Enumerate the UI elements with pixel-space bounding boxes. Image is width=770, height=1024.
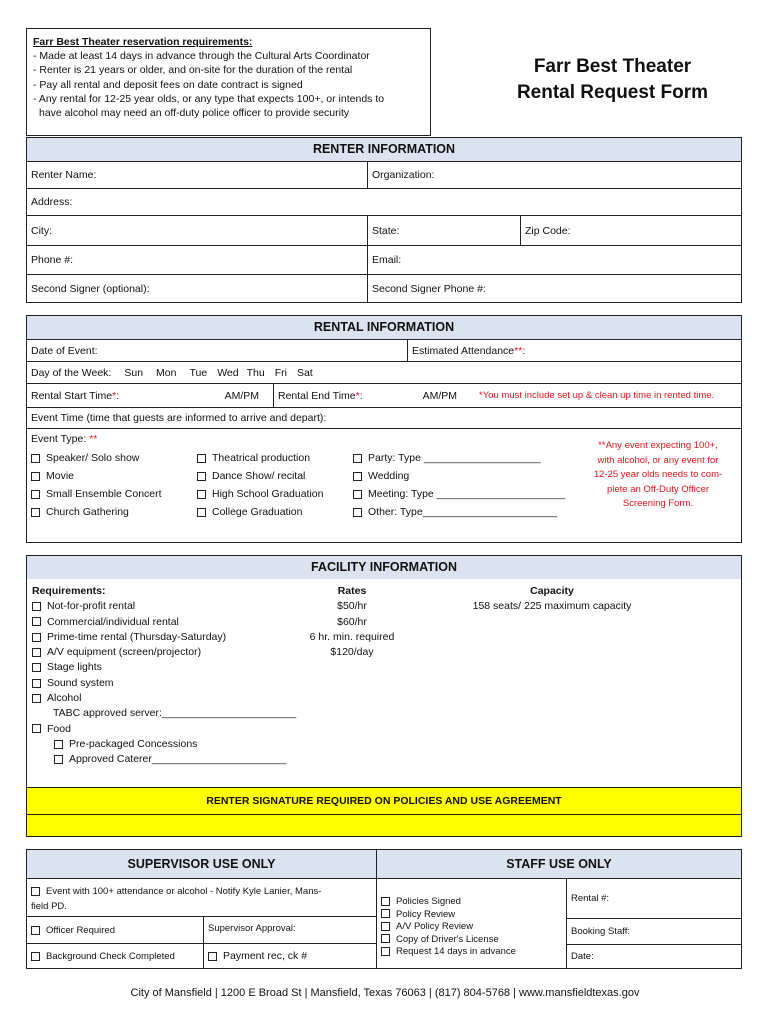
requirement-line: - Made at least 14 days in advance through the Cultural Arts Coordinator <box>33 50 370 63</box>
rental-start-time-field[interactable] <box>27 383 273 407</box>
event-type-label: Event Type: <box>31 433 87 445</box>
staff-header: STAFF USE ONLY <box>376 850 741 878</box>
email-label: Email: <box>372 254 402 266</box>
supervisor-approval-cell[interactable] <box>203 916 376 943</box>
staff-check-item[interactable]: A/V Policy Review <box>381 921 566 934</box>
checkbox-icon[interactable] <box>381 922 390 931</box>
facility-option[interactable]: Prime-time rental (Thursday-Saturday) <box>32 630 296 645</box>
checkbox-icon[interactable] <box>31 952 40 961</box>
renter-name-field[interactable] <box>27 161 367 188</box>
event-type-option[interactable]: Dance Show/ recital <box>197 467 324 485</box>
phone-label: Phone #: <box>31 254 74 266</box>
checkbox-icon[interactable] <box>197 490 206 499</box>
attendance-colon: : <box>522 344 526 357</box>
second-signer-label: Second Signer (optional): <box>31 282 150 295</box>
start-ampm: AM/PM <box>224 389 259 402</box>
facility-information-section <box>26 555 742 837</box>
state-field[interactable] <box>367 215 520 245</box>
phone-field[interactable] <box>27 245 367 274</box>
event-time-label: Event Time (time that guests are informed to arrive and depart): <box>31 412 327 424</box>
address-field[interactable] <box>27 188 741 215</box>
checkbox-icon[interactable] <box>54 740 63 749</box>
second-signer-field[interactable] <box>27 274 367 302</box>
checkbox-icon[interactable] <box>32 724 41 733</box>
checkbox-icon[interactable] <box>31 454 40 463</box>
rental-information-header: RENTAL INFORMATION <box>27 316 741 339</box>
event-type-option[interactable]: Small Ensemble Concert <box>31 485 162 503</box>
checkbox-icon[interactable] <box>353 490 362 499</box>
second-signer-phone-label: Second Signer Phone #: <box>372 282 486 295</box>
city-field[interactable] <box>27 215 367 245</box>
supervisor-approval-label: Supervisor Approval: <box>208 923 296 934</box>
checkbox-icon[interactable] <box>381 897 390 906</box>
signature-banner <box>27 787 741 814</box>
notify-police-row[interactable] <box>27 878 376 916</box>
setup-note <box>473 383 741 407</box>
checkbox-icon[interactable] <box>353 508 362 517</box>
checkbox-icon[interactable] <box>197 454 206 463</box>
event-time-field[interactable] <box>27 407 741 428</box>
event-type-option[interactable]: Speaker/ Solo show <box>31 449 162 467</box>
rate-value: $120/day <box>330 646 374 659</box>
checkbox-icon[interactable] <box>381 909 390 918</box>
start-time-colon: : <box>116 389 120 402</box>
facility-option[interactable]: A/V equipment (screen/projector) <box>32 645 296 660</box>
event-type-option[interactable]: Wedding <box>353 467 565 485</box>
organization-field[interactable] <box>367 161 741 188</box>
food-option[interactable]: Pre-packaged Concessions <box>32 737 296 752</box>
supervisor-header: SUPERVISOR USE ONLY <box>27 850 376 878</box>
day-option[interactable]: Sun <box>124 366 144 379</box>
organization-label: Organization: <box>372 169 435 181</box>
day-option[interactable]: Thu <box>246 366 265 379</box>
rate-value: $50/hr <box>337 600 367 613</box>
requirement-line: - Any rental for 12-25 year olds, or any type that expects 100+, or intends to <box>33 92 385 105</box>
day-of-week-label: Day of the Week: <box>31 366 112 379</box>
end-time-colon: : <box>359 389 363 402</box>
staff-checklist <box>376 878 566 968</box>
event-type-stars: ** <box>89 433 98 445</box>
footer: City of Mansfield | 1200 E Broad St | Mansfield, Texas 76063 | (817) 804-5768 | www.mansfieldtexas.gov <box>130 987 640 999</box>
requirement-line: have alcohol may need an off-duty police officer to provide security <box>39 107 350 120</box>
requirements-title: Farr Best Theater reservation requirements: <box>33 36 253 48</box>
rates-label: Rates <box>337 585 367 597</box>
checkbox-icon[interactable] <box>381 934 390 943</box>
event-type-option[interactable]: Party: Type ____________________ <box>353 449 565 467</box>
event-type-option[interactable]: Meeting: Type ______________________ <box>353 485 565 503</box>
day-option[interactable]: Tue <box>189 366 208 379</box>
checkbox-icon[interactable] <box>31 490 40 499</box>
facility-option[interactable]: Commercial/individual rental <box>32 615 296 630</box>
date-label: Date: <box>571 951 594 962</box>
checkbox-icon[interactable] <box>32 694 41 703</box>
event-type-option[interactable]: Church Gathering <box>31 503 162 521</box>
event-type-option[interactable]: Theatrical production <box>197 449 324 467</box>
capacity-label: Capacity <box>530 585 574 597</box>
checkbox-icon[interactable] <box>31 508 40 517</box>
facility-option[interactable]: Sound system <box>32 676 296 691</box>
facility-rates <box>297 584 407 660</box>
event-type-option[interactable]: College Graduation <box>197 503 324 521</box>
end-ampm: AM/PM <box>422 389 457 402</box>
rental-end-time-label: Rental End Time <box>278 389 356 402</box>
checkbox-icon[interactable] <box>353 454 362 463</box>
checkbox-icon[interactable] <box>31 926 40 935</box>
background-check-cell[interactable]: Background Check Completed <box>27 943 203 968</box>
checkbox-icon[interactable] <box>32 602 41 611</box>
facility-option[interactable]: Food <box>32 722 296 737</box>
facility-information-header: FACILITY INFORMATION <box>27 556 741 579</box>
form-title-line1: Farr Best Theater <box>533 56 692 77</box>
event-type-block <box>27 428 741 522</box>
start-time-star: * <box>112 389 117 402</box>
zip-label: Zip Code: <box>525 224 571 237</box>
checkbox-icon[interactable] <box>381 947 390 956</box>
rate-value: $60/hr <box>337 615 367 628</box>
event-type-col1 <box>31 449 162 521</box>
capacity-value: 158 seats/ 225 maximum capacity <box>472 600 632 613</box>
estimated-attendance-field[interactable] <box>407 339 741 361</box>
checkbox-icon[interactable] <box>31 887 40 896</box>
day-option[interactable]: Fri <box>274 366 287 379</box>
booking-staff-label: Booking Staff: <box>571 926 630 937</box>
staff-check-item[interactable]: Policies Signed <box>381 896 566 909</box>
day-of-week-row <box>27 361 741 383</box>
end-time-star: * <box>355 389 360 402</box>
checkbox-icon[interactable] <box>32 648 41 657</box>
day-option[interactable]: Sat <box>296 366 313 379</box>
checkbox-icon[interactable] <box>197 508 206 517</box>
estimated-attendance-label: Estimated Attendance <box>412 344 515 357</box>
checkbox-icon[interactable] <box>32 633 41 642</box>
notify-line2: field PD. <box>31 901 67 912</box>
date-of-event-label: Date of Event: <box>31 344 98 357</box>
event-type-option[interactable]: High School Graduation <box>197 485 324 503</box>
requirement-line: - Renter is 21 years or older, and on-site for the duration of the rental <box>33 64 353 77</box>
setup-note-text: *You must include set up & clean up time in rented time. <box>479 390 715 401</box>
checkbox-icon[interactable] <box>32 617 41 626</box>
staff-check-item[interactable]: Copy of Driver's License <box>381 934 566 947</box>
state-label: State: <box>372 224 400 237</box>
staff-check-item[interactable]: Request 14 days in advance <box>381 946 566 959</box>
facility-option[interactable]: Stage lights <box>32 660 296 675</box>
signature-field[interactable] <box>27 814 741 836</box>
event-type-option[interactable]: Other: Type_______________________ <box>353 503 565 521</box>
checkbox-icon[interactable] <box>197 472 206 481</box>
renter-information-section <box>26 137 742 303</box>
date-of-event-field[interactable] <box>27 339 407 361</box>
event-type-option[interactable]: Movie <box>31 467 162 485</box>
event-type-col2 <box>197 449 324 521</box>
event-type-col3 <box>353 449 565 521</box>
checkbox-icon[interactable] <box>54 755 63 764</box>
form-title <box>470 54 755 106</box>
day-option[interactable]: Wed <box>217 366 239 379</box>
city-label: City: <box>31 224 52 237</box>
officer-required-cell[interactable]: Officer Required <box>27 916 203 943</box>
checkbox-icon[interactable] <box>208 952 217 961</box>
attendance-stars: ** <box>514 344 523 357</box>
checkbox-icon[interactable] <box>31 472 40 481</box>
address-label: Address: <box>31 196 73 208</box>
booking-staff-cell[interactable] <box>566 918 741 944</box>
day-option[interactable]: Mon <box>156 366 177 379</box>
zip-field[interactable] <box>520 215 741 245</box>
checkbox-icon[interactable] <box>32 679 41 688</box>
email-field[interactable] <box>367 245 741 274</box>
form-title-line2: Rental Request Form <box>516 82 709 103</box>
rate-value: 6 hr. min. required <box>309 630 395 643</box>
second-signer-phone-field[interactable] <box>367 274 741 302</box>
requirements-label: Requirements: <box>32 585 106 597</box>
food-option[interactable]: Approved Caterer_______________________ <box>32 752 296 767</box>
requirements-box <box>26 28 431 136</box>
rental-number-cell[interactable] <box>566 878 741 918</box>
facility-capacity <box>447 584 657 615</box>
police-note: **Any event expecting 100+, with alcohol, or any event for 12-25 year olds needs to com- plete an Off-Duty Officer Screening Form. <box>593 440 723 509</box>
checkbox-icon[interactable] <box>32 663 41 672</box>
requirement-line: - Pay all rental and deposit fees on date contract is signed <box>33 78 303 91</box>
facility-option[interactable]: Not-for-profit rental <box>32 599 296 614</box>
renter-information-header: RENTER INFORMATION <box>27 138 741 161</box>
rental-information-section <box>26 315 742 543</box>
facility-option[interactable]: Alcohol <box>32 691 296 706</box>
checkbox-icon[interactable] <box>353 472 362 481</box>
notify-line1: Event with 100+ attendance or alcohol - Notify Kyle Lanier, Mans- <box>46 886 322 897</box>
rental-number-label: Rental #: <box>571 893 610 904</box>
staff-check-item[interactable]: Policy Review <box>381 909 566 922</box>
renter-name-label: Renter Name: <box>31 169 97 181</box>
tabc-server-field[interactable]: TABC approved server:_______________________ <box>53 707 297 720</box>
date-cell[interactable] <box>566 944 741 968</box>
office-use-section <box>26 849 742 969</box>
facility-requirements <box>32 584 296 768</box>
rental-end-time-field[interactable] <box>273 383 473 407</box>
rental-start-time-label: Rental Start Time <box>31 389 113 402</box>
payment-cell[interactable]: Payment rec, ck # <box>203 943 376 968</box>
signature-label: RENTER SIGNATURE REQUIRED ON POLICIES AND USE AGREEMENT <box>206 795 562 807</box>
